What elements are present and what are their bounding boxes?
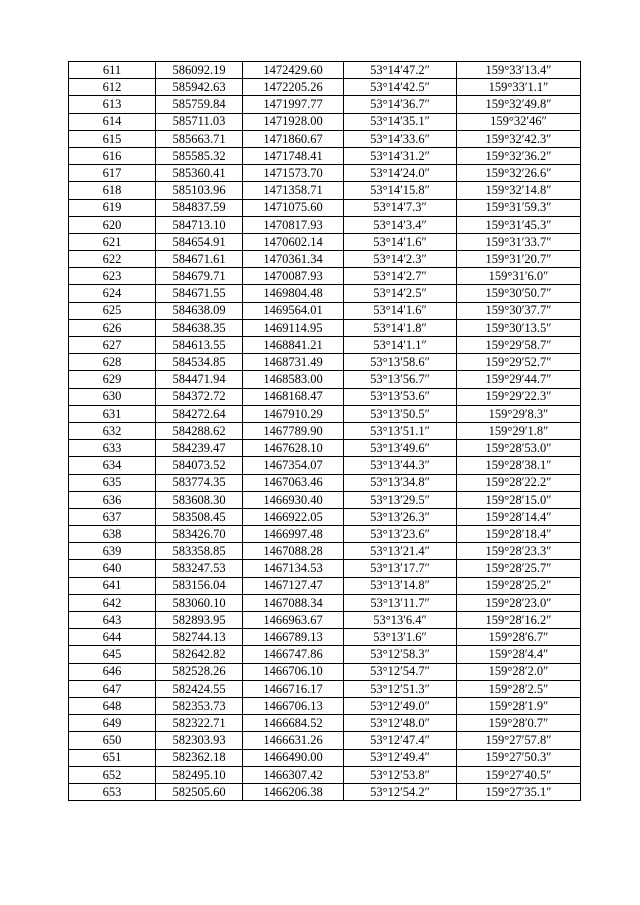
- point-number-cell: 626: [69, 319, 156, 336]
- point-number-cell: 648: [69, 697, 156, 714]
- table-row: [69, 285, 581, 302]
- y-coordinate-cell: 1471860.67: [243, 130, 344, 147]
- point-number-cell: 641: [69, 577, 156, 594]
- y-coordinate-cell: 1467354.07: [243, 457, 344, 474]
- longitude-cell: 159°28′23.3″: [457, 543, 581, 560]
- x-coordinate-cell: 582528.26: [156, 663, 243, 680]
- longitude-cell: 159°32′26.6″: [457, 165, 581, 182]
- point-number-cell: 623: [69, 268, 156, 285]
- longitude-cell: 159°28′0.7″: [457, 715, 581, 732]
- table-row: [69, 629, 581, 646]
- point-number-cell: 633: [69, 440, 156, 457]
- latitude-cell: 53°14′15.8″: [344, 182, 457, 199]
- longitude-cell: 159°30′50.7″: [457, 285, 581, 302]
- point-number-cell: 625: [69, 302, 156, 319]
- table-row: [69, 302, 581, 319]
- y-coordinate-cell: 1472429.60: [243, 62, 344, 79]
- table-row: [69, 646, 581, 663]
- longitude-cell: 159°32′14.8″: [457, 182, 581, 199]
- point-number-cell: 615: [69, 130, 156, 147]
- point-number-cell: 649: [69, 715, 156, 732]
- x-coordinate-cell: 583156.04: [156, 577, 243, 594]
- longitude-cell: 159°32′36.2″: [457, 147, 581, 164]
- longitude-cell: 159°28′4.4″: [457, 646, 581, 663]
- longitude-cell: 159°32′49.8″: [457, 96, 581, 113]
- longitude-cell: 159°29′52.7″: [457, 354, 581, 371]
- point-number-cell: 611: [69, 62, 156, 79]
- y-coordinate-cell: 1466706.10: [243, 663, 344, 680]
- x-coordinate-cell: 584239.47: [156, 440, 243, 457]
- latitude-cell: 53°14′42.5″: [344, 79, 457, 96]
- point-number-cell: 614: [69, 113, 156, 130]
- table-row: [69, 96, 581, 113]
- table-row: [69, 697, 581, 714]
- y-coordinate-cell: 1472205.26: [243, 79, 344, 96]
- x-coordinate-cell: 582744.13: [156, 629, 243, 646]
- point-number-cell: 630: [69, 388, 156, 405]
- latitude-cell: 53°13′29.5″: [344, 491, 457, 508]
- x-coordinate-cell: 584671.61: [156, 251, 243, 268]
- y-coordinate-cell: 1468731.49: [243, 354, 344, 371]
- point-number-cell: 636: [69, 491, 156, 508]
- x-coordinate-cell: 585711.03: [156, 113, 243, 130]
- x-coordinate-cell: 585663.71: [156, 130, 243, 147]
- x-coordinate-cell: 584713.10: [156, 216, 243, 233]
- table-row: [69, 319, 581, 336]
- point-number-cell: 634: [69, 457, 156, 474]
- latitude-cell: 53°12′47.4″: [344, 732, 457, 749]
- latitude-cell: 53°12′49.4″: [344, 749, 457, 766]
- point-number-cell: 643: [69, 612, 156, 629]
- y-coordinate-cell: 1466631.26: [243, 732, 344, 749]
- longitude-cell: 159°29′22.3″: [457, 388, 581, 405]
- table-row: [69, 62, 581, 79]
- y-coordinate-cell: 1467134.53: [243, 560, 344, 577]
- table-row: [69, 405, 581, 422]
- y-coordinate-cell: 1466997.48: [243, 526, 344, 543]
- longitude-cell: 159°30′13.5″: [457, 319, 581, 336]
- latitude-cell: 53°13′21.4″: [344, 543, 457, 560]
- latitude-cell: 53°12′49.0″: [344, 697, 457, 714]
- y-coordinate-cell: 1471748.41: [243, 147, 344, 164]
- point-number-cell: 624: [69, 285, 156, 302]
- y-coordinate-cell: 1467063.46: [243, 474, 344, 491]
- latitude-cell: 53°13′26.3″: [344, 508, 457, 525]
- table-row: [69, 440, 581, 457]
- x-coordinate-cell: 584837.59: [156, 199, 243, 216]
- point-number-cell: 645: [69, 646, 156, 663]
- table-row: [69, 268, 581, 285]
- latitude-cell: 53°13′58.6″: [344, 354, 457, 371]
- latitude-cell: 53°14′2.3″: [344, 251, 457, 268]
- x-coordinate-cell: 584534.85: [156, 354, 243, 371]
- point-number-cell: 632: [69, 422, 156, 439]
- y-coordinate-cell: 1466206.38: [243, 783, 344, 800]
- longitude-cell: 159°28′22.2″: [457, 474, 581, 491]
- y-coordinate-cell: 1469564.01: [243, 302, 344, 319]
- table-row: [69, 663, 581, 680]
- latitude-cell: 53°14′2.5″: [344, 285, 457, 302]
- latitude-cell: 53°13′56.7″: [344, 371, 457, 388]
- x-coordinate-cell: 583608.30: [156, 491, 243, 508]
- y-coordinate-cell: 1471997.77: [243, 96, 344, 113]
- x-coordinate-cell: 584288.62: [156, 422, 243, 439]
- latitude-cell: 53°12′51.3″: [344, 680, 457, 697]
- latitude-cell: 53°12′53.8″: [344, 766, 457, 783]
- longitude-cell: 159°33′13.4″: [457, 62, 581, 79]
- point-number-cell: 613: [69, 96, 156, 113]
- point-number-cell: 618: [69, 182, 156, 199]
- latitude-cell: 53°13′6.4″: [344, 612, 457, 629]
- latitude-cell: 53°13′53.6″: [344, 388, 457, 405]
- table-row: [69, 680, 581, 697]
- latitude-cell: 53°13′14.8″: [344, 577, 457, 594]
- y-coordinate-cell: 1468583.00: [243, 371, 344, 388]
- y-coordinate-cell: 1466930.40: [243, 491, 344, 508]
- table-row: [69, 165, 581, 182]
- y-coordinate-cell: 1467127.47: [243, 577, 344, 594]
- longitude-cell: 159°27′50.3″: [457, 749, 581, 766]
- table-row: [69, 749, 581, 766]
- point-number-cell: 652: [69, 766, 156, 783]
- longitude-cell: 159°28′2.5″: [457, 680, 581, 697]
- point-number-cell: 612: [69, 79, 156, 96]
- latitude-cell: 53°12′58.3″: [344, 646, 457, 663]
- table-row: [69, 594, 581, 611]
- point-number-cell: 619: [69, 199, 156, 216]
- x-coordinate-cell: 585942.63: [156, 79, 243, 96]
- longitude-cell: 159°28′23.0″: [457, 594, 581, 611]
- table-row: [69, 354, 581, 371]
- table-row: [69, 371, 581, 388]
- longitude-cell: 159°31′20.7″: [457, 251, 581, 268]
- y-coordinate-cell: 1469114.95: [243, 319, 344, 336]
- x-coordinate-cell: 584638.35: [156, 319, 243, 336]
- y-coordinate-cell: 1466747.86: [243, 646, 344, 663]
- x-coordinate-cell: 582893.95: [156, 612, 243, 629]
- longitude-cell: 159°32′46″: [457, 113, 581, 130]
- coordinates-table-body: [69, 62, 581, 801]
- table-row: [69, 199, 581, 216]
- point-number-cell: 635: [69, 474, 156, 491]
- table-row: [69, 612, 581, 629]
- latitude-cell: 53°14′1.8″: [344, 319, 457, 336]
- table-row: [69, 715, 581, 732]
- latitude-cell: 53°14′35.1″: [344, 113, 457, 130]
- table-row: [69, 182, 581, 199]
- x-coordinate-cell: 584654.91: [156, 233, 243, 250]
- y-coordinate-cell: 1471358.71: [243, 182, 344, 199]
- y-coordinate-cell: 1466684.52: [243, 715, 344, 732]
- x-coordinate-cell: 584471.94: [156, 371, 243, 388]
- latitude-cell: 53°14′24.0″: [344, 165, 457, 182]
- latitude-cell: 53°14′7.3″: [344, 199, 457, 216]
- x-coordinate-cell: 586092.19: [156, 62, 243, 79]
- y-coordinate-cell: 1467910.29: [243, 405, 344, 422]
- y-coordinate-cell: 1470602.14: [243, 233, 344, 250]
- table-row: [69, 130, 581, 147]
- x-coordinate-cell: 585585.32: [156, 147, 243, 164]
- x-coordinate-cell: 584671.55: [156, 285, 243, 302]
- x-coordinate-cell: 585759.84: [156, 96, 243, 113]
- x-coordinate-cell: 585360.41: [156, 165, 243, 182]
- y-coordinate-cell: 1466490.00: [243, 749, 344, 766]
- y-coordinate-cell: 1466963.67: [243, 612, 344, 629]
- x-coordinate-cell: 584613.55: [156, 337, 243, 354]
- longitude-cell: 159°28′14.4″: [457, 508, 581, 525]
- latitude-cell: 53°14′2.7″: [344, 268, 457, 285]
- x-coordinate-cell: 582424.55: [156, 680, 243, 697]
- longitude-cell: 159°29′58.7″: [457, 337, 581, 354]
- y-coordinate-cell: 1471928.00: [243, 113, 344, 130]
- longitude-cell: 159°28′53.0″: [457, 440, 581, 457]
- longitude-cell: 159°28′2.0″: [457, 663, 581, 680]
- point-number-cell: 622: [69, 251, 156, 268]
- y-coordinate-cell: 1467628.10: [243, 440, 344, 457]
- x-coordinate-cell: 583426.70: [156, 526, 243, 543]
- latitude-cell: 53°14′36.7″: [344, 96, 457, 113]
- x-coordinate-cell: 582322.71: [156, 715, 243, 732]
- table-row: [69, 457, 581, 474]
- longitude-cell: 159°28′15.0″: [457, 491, 581, 508]
- longitude-cell: 159°28′25.2″: [457, 577, 581, 594]
- x-coordinate-cell: 583358.85: [156, 543, 243, 560]
- table-row: [69, 474, 581, 491]
- y-coordinate-cell: 1466706.13: [243, 697, 344, 714]
- x-coordinate-cell: 583508.45: [156, 508, 243, 525]
- table-row: [69, 388, 581, 405]
- point-number-cell: 637: [69, 508, 156, 525]
- latitude-cell: 53°14′1.6″: [344, 302, 457, 319]
- x-coordinate-cell: 582362.18: [156, 749, 243, 766]
- table-row: [69, 422, 581, 439]
- point-number-cell: 631: [69, 405, 156, 422]
- table-row: [69, 508, 581, 525]
- point-number-cell: 653: [69, 783, 156, 800]
- x-coordinate-cell: 583774.35: [156, 474, 243, 491]
- longitude-cell: 159°28′18.4″: [457, 526, 581, 543]
- x-coordinate-cell: 582353.73: [156, 697, 243, 714]
- longitude-cell: 159°31′59.3″: [457, 199, 581, 216]
- point-number-cell: 646: [69, 663, 156, 680]
- longitude-cell: 159°28′6.7″: [457, 629, 581, 646]
- table-row: [69, 543, 581, 560]
- longitude-cell: 159°29′1.8″: [457, 422, 581, 439]
- latitude-cell: 53°13′49.6″: [344, 440, 457, 457]
- point-number-cell: 628: [69, 354, 156, 371]
- y-coordinate-cell: 1466716.17: [243, 680, 344, 697]
- longitude-cell: 159°31′6.0″: [457, 268, 581, 285]
- x-coordinate-cell: 583247.53: [156, 560, 243, 577]
- latitude-cell: 53°14′31.2″: [344, 147, 457, 164]
- longitude-cell: 159°27′40.5″: [457, 766, 581, 783]
- longitude-cell: 159°31′33.7″: [457, 233, 581, 250]
- latitude-cell: 53°13′50.5″: [344, 405, 457, 422]
- longitude-cell: 159°28′38.1″: [457, 457, 581, 474]
- latitude-cell: 53°13′34.8″: [344, 474, 457, 491]
- latitude-cell: 53°14′1.6″: [344, 233, 457, 250]
- y-coordinate-cell: 1471573.70: [243, 165, 344, 182]
- point-number-cell: 650: [69, 732, 156, 749]
- x-coordinate-cell: 584638.09: [156, 302, 243, 319]
- y-coordinate-cell: 1467088.34: [243, 594, 344, 611]
- point-number-cell: 621: [69, 233, 156, 250]
- latitude-cell: 53°12′54.2″: [344, 783, 457, 800]
- longitude-cell: 159°28′25.7″: [457, 560, 581, 577]
- longitude-cell: 159°27′57.8″: [457, 732, 581, 749]
- table-row: [69, 233, 581, 250]
- point-number-cell: 617: [69, 165, 156, 182]
- table-row: [69, 577, 581, 594]
- point-number-cell: 627: [69, 337, 156, 354]
- y-coordinate-cell: 1467789.90: [243, 422, 344, 439]
- table-row: [69, 337, 581, 354]
- x-coordinate-cell: 582303.93: [156, 732, 243, 749]
- y-coordinate-cell: 1469804.48: [243, 285, 344, 302]
- point-number-cell: 639: [69, 543, 156, 560]
- latitude-cell: 53°12′54.7″: [344, 663, 457, 680]
- latitude-cell: 53°13′1.6″: [344, 629, 457, 646]
- table-row: [69, 113, 581, 130]
- latitude-cell: 53°12′48.0″: [344, 715, 457, 732]
- latitude-cell: 53°14′1.1″: [344, 337, 457, 354]
- point-number-cell: 620: [69, 216, 156, 233]
- longitude-cell: 159°27′35.1″: [457, 783, 581, 800]
- point-number-cell: 647: [69, 680, 156, 697]
- point-number-cell: 651: [69, 749, 156, 766]
- x-coordinate-cell: 584073.52: [156, 457, 243, 474]
- y-coordinate-cell: 1470361.34: [243, 251, 344, 268]
- point-number-cell: 616: [69, 147, 156, 164]
- longitude-cell: 159°29′44.7″: [457, 371, 581, 388]
- longitude-cell: 159°30′37.7″: [457, 302, 581, 319]
- x-coordinate-cell: 582642.82: [156, 646, 243, 663]
- table-row: [69, 251, 581, 268]
- latitude-cell: 53°14′47.2″: [344, 62, 457, 79]
- y-coordinate-cell: 1466789.13: [243, 629, 344, 646]
- y-coordinate-cell: 1470087.93: [243, 268, 344, 285]
- x-coordinate-cell: 583060.10: [156, 594, 243, 611]
- point-number-cell: 640: [69, 560, 156, 577]
- latitude-cell: 53°13′23.6″: [344, 526, 457, 543]
- longitude-cell: 159°33′1.1″: [457, 79, 581, 96]
- x-coordinate-cell: 582505.60: [156, 783, 243, 800]
- longitude-cell: 159°29′8.3″: [457, 405, 581, 422]
- table-row: [69, 79, 581, 96]
- y-coordinate-cell: 1471075.60: [243, 199, 344, 216]
- table-row: [69, 147, 581, 164]
- latitude-cell: 53°14′33.6″: [344, 130, 457, 147]
- coordinates-table: [68, 61, 581, 801]
- latitude-cell: 53°13′17.7″: [344, 560, 457, 577]
- point-number-cell: 642: [69, 594, 156, 611]
- y-coordinate-cell: 1466307.42: [243, 766, 344, 783]
- longitude-cell: 159°28′1.9″: [457, 697, 581, 714]
- latitude-cell: 53°13′51.1″: [344, 422, 457, 439]
- table-row: [69, 491, 581, 508]
- y-coordinate-cell: 1468841.21: [243, 337, 344, 354]
- longitude-cell: 159°31′45.3″: [457, 216, 581, 233]
- latitude-cell: 53°13′11.7″: [344, 594, 457, 611]
- y-coordinate-cell: 1470817.93: [243, 216, 344, 233]
- x-coordinate-cell: 584372.72: [156, 388, 243, 405]
- y-coordinate-cell: 1468168.47: [243, 388, 344, 405]
- y-coordinate-cell: 1467088.28: [243, 543, 344, 560]
- table-row: [69, 526, 581, 543]
- x-coordinate-cell: 585103.96: [156, 182, 243, 199]
- table-row: [69, 560, 581, 577]
- point-number-cell: 638: [69, 526, 156, 543]
- latitude-cell: 53°14′3.4″: [344, 216, 457, 233]
- latitude-cell: 53°13′44.3″: [344, 457, 457, 474]
- point-number-cell: 644: [69, 629, 156, 646]
- point-number-cell: 629: [69, 371, 156, 388]
- table-row: [69, 732, 581, 749]
- table-row: [69, 216, 581, 233]
- table-row: [69, 766, 581, 783]
- x-coordinate-cell: 584272.64: [156, 405, 243, 422]
- longitude-cell: 159°28′16.2″: [457, 612, 581, 629]
- x-coordinate-cell: 582495.10: [156, 766, 243, 783]
- longitude-cell: 159°32′42.3″: [457, 130, 581, 147]
- y-coordinate-cell: 1466922.05: [243, 508, 344, 525]
- x-coordinate-cell: 584679.71: [156, 268, 243, 285]
- table-row: [69, 783, 581, 800]
